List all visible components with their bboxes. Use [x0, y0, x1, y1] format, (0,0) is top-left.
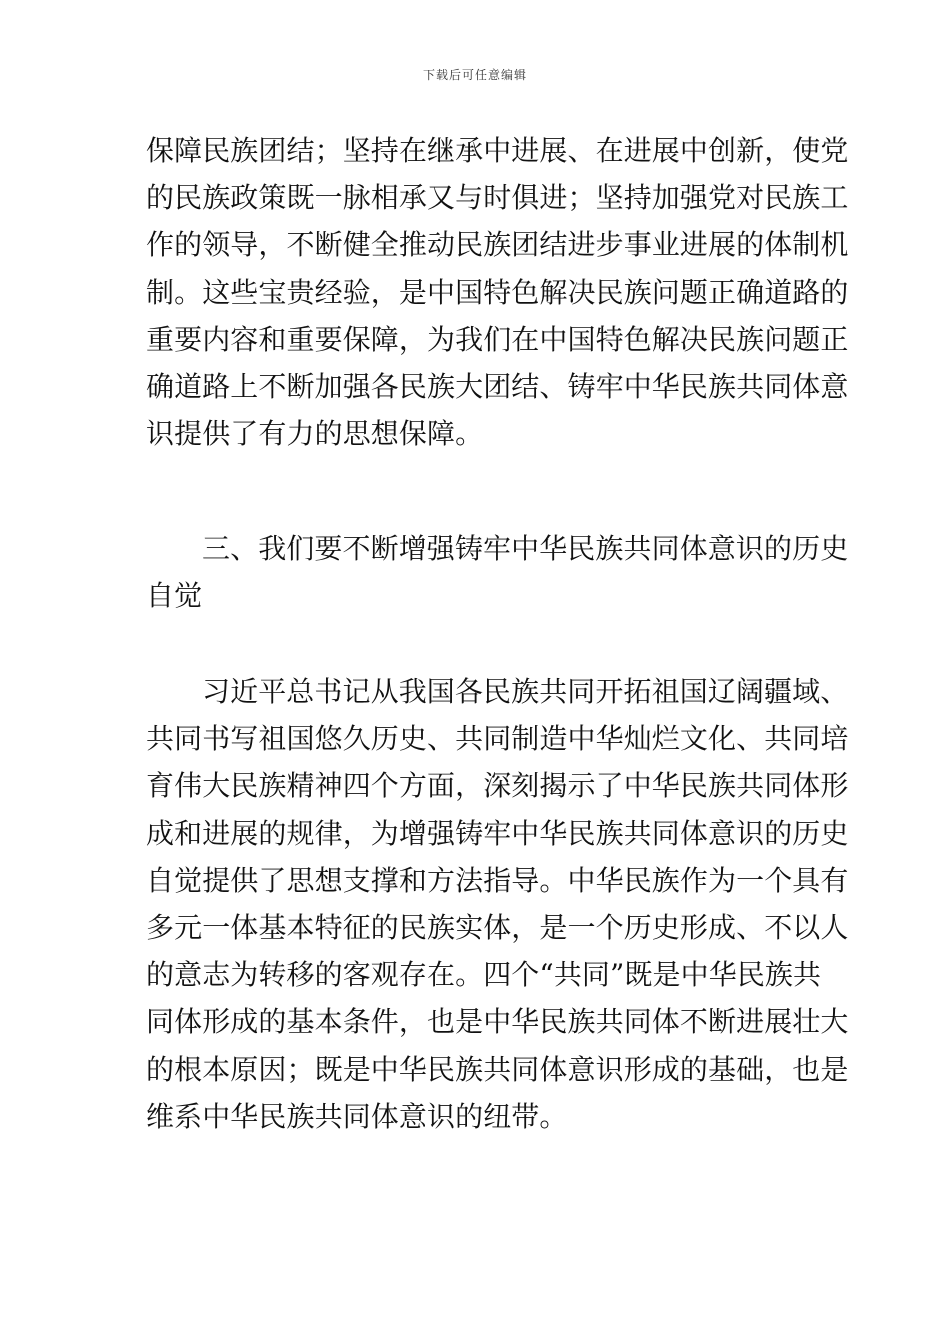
paragraph-line: 的民族政策既一脉相承又与时俱进；坚持加强党对民族工 — [146, 181, 849, 215]
paragraph-line: 的意志为转移的客观存在。四个“共同”既是中华民族共 — [146, 958, 822, 992]
paragraph-line: 识提供了有力的思想保障。 — [146, 417, 484, 451]
paragraph-line: 维系中华民族共同体意识的纽带。 — [146, 1099, 568, 1133]
paragraph-line: 自觉提供了思想支撑和方法指导。中华民族作为一个具有 — [146, 863, 849, 897]
paragraph-line: 保障民族团结；坚持在继承中进展、在进展中创新，使党 — [146, 134, 849, 167]
paragraph-historical-awareness — [146, 668, 849, 1140]
paragraph-line: 成和进展的规律，为增强铸牢中华民族共同体意识的历史 — [146, 816, 849, 850]
header-note: 下载后可任意编辑 — [422, 68, 527, 82]
paragraph-line: 共同书写祖国悠久历史、共同制造中华灿烂文化、共同培 — [146, 722, 849, 756]
paragraph-line: 的根本原因；既是中华民族共同体意识形成的基础，也是 — [146, 1052, 849, 1086]
section-heading — [146, 525, 849, 619]
heading-line: 三、我们要不断增强铸牢中华民族共同体意识的历史 — [202, 532, 849, 565]
paragraph-line: 制。这些宝贵经验，是中国特色解决民族问题正确道路的 — [146, 275, 849, 309]
paragraph-line: 重要内容和重要保障，为我们在中国特色解决民族问题正 — [146, 322, 849, 356]
paragraph-line: 确道路上不断加强各民族大团结、铸牢中华民族共同体意 — [146, 370, 849, 404]
paragraph-line: 习近平总书记从我国各民族共同开拓祖国辽阔疆域、 — [202, 675, 849, 708]
paragraph-line: 同体形成的基本条件，也是中华民族共同体不断进展壮大 — [146, 1005, 849, 1039]
paragraph-experience — [146, 127, 849, 457]
paragraph-line: 作的领导，不断健全推动民族团结进步事业进展的体制机 — [146, 228, 849, 262]
heading-line: 自觉 — [146, 579, 203, 613]
paragraph-line: 多元一体基本特征的民族实体，是一个历史形成、不以人 — [146, 911, 849, 945]
paragraph-line: 育伟大民族精神四个方面，深刻揭示了中华民族共同体形 — [146, 769, 849, 803]
